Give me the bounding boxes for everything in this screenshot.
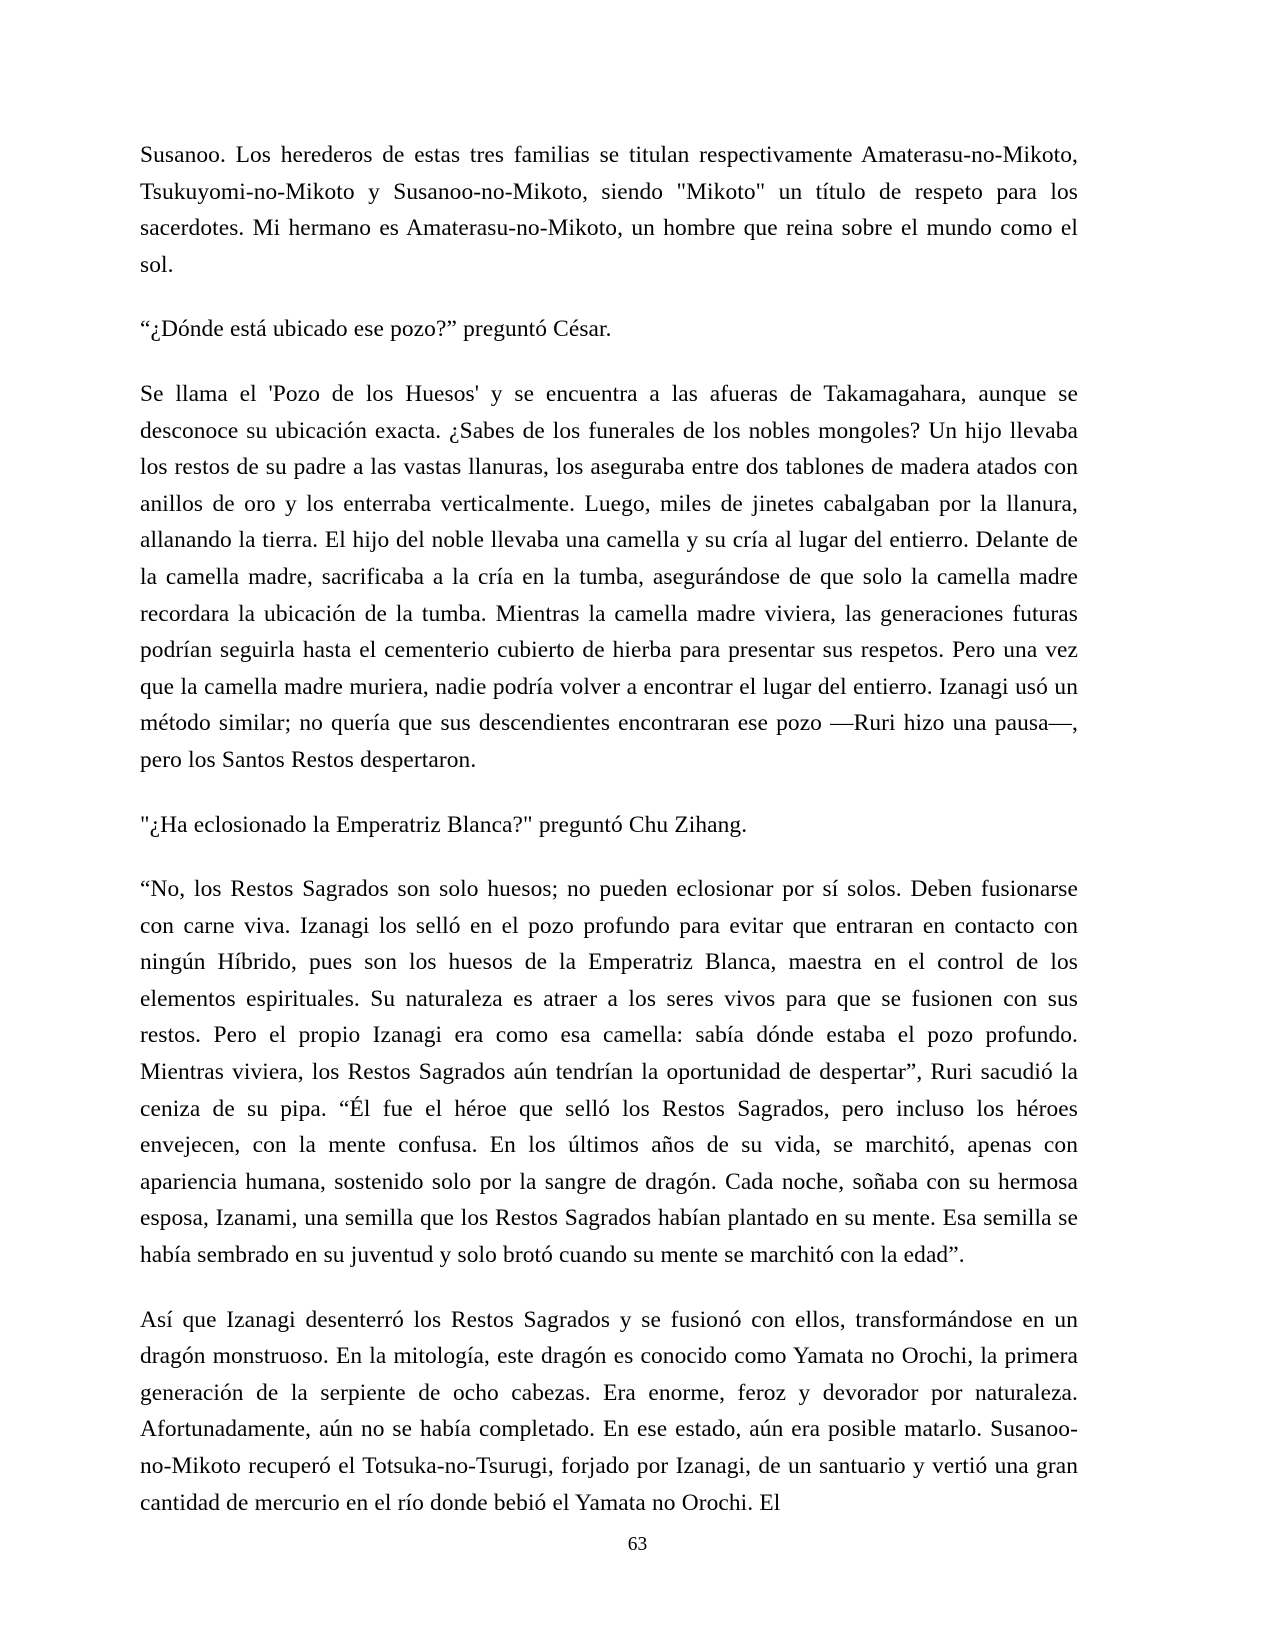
paragraph-6-yamata-no-orochi: Así que Izanagi desenterró los Restos Sagrados y se fusionó con ellos, transformándose en un dragón monstruoso. En la mitología, este dragón es conocido como Yamata no Orochi, la primera generación de la serpiente de ocho cabezas. Era enorme, feroz y devorador por naturaleza. Afortunadamente, aún no se había completado. En ese estado, aún era posible matarlo. Susanoo-no-Mikoto recuperó el Totsuka-no-Tsurugi, forjado por Izanagi, de un santuario y vertió una gran cantidad de mercurio en el río donde bebió el Yamata no Orochi. El	[140, 1306, 1078, 1516]
page-body-text	[140, 137, 1078, 1521]
page-number: 63	[627, 1534, 648, 1555]
paragraph-2-dialogue-cesar: “¿Dónde está ubicado ese pozo?” preguntó César.	[140, 316, 612, 343]
paragraph-3-pozo-de-los-huesos: Se llama el 'Pozo de los Huesos' y se encuentra a las afueras de Takamagahara, aunque se desconoce su ubicación exacta. ¿Sabes de los funerales de los nobles mongoles? Un hijo llevaba los restos de su padre a las vastas llanuras, los aseguraba entre dos tablones de madera atados con anillos de oro y los enterraba verticalmente. Luego, miles de jinetes cabalgaban por la llanura, allanando la tierra. El hijo del noble llevaba una camella y su cría al lugar del entierro. Delante de la camella madre, sacrificaba a la cría en la tumba, asegurándose de que solo la camella madre recordara la ubicación de la tumba. Mientras la camella madre viviera, las generaciones futuras podrían seguirla hasta el cementerio cubierto de hierba para presentar sus respetos. Pero una vez que la camella madre muriera, nadie podría volver a encontrar el lugar del entierro. Izanagi usó un método similar; no quería que sus descendientes encontraran ese pozo —Ruri hizo una pausa—, pero los Santos Restos despertaron.	[140, 380, 1078, 773]
paragraph-4-dialogue-chu-zihang: "¿Ha eclosionado la Emperatriz Blanca?" preguntó Chu Zihang.	[140, 811, 748, 838]
paragraph-1: Susanoo. Los herederos de estas tres familias se titulan respectivamente Amaterasu-no-Mikoto, Tsukuyomi-no-Mikoto y Susanoo-no-Mikoto, siendo "Mikoto" un título de respeto para los sacerdotes. Mi hermano es Amaterasu-no-Mikoto, un hombre que reina sobre el mundo como el sol.	[140, 142, 1078, 278]
paragraph-5-restos-sagrados: “No, los Restos Sagrados son solo huesos; no pueden eclosionar por sí solos. Deben fusionarse con carne viva. Izanagi los selló en el pozo profundo para evitar que entraran en contacto con ningún Híbrido, pues son los huesos de la Emperatriz Blanca, maestra en el control de los elementos espirituales. Su naturaleza es atraer a los seres vivos para que se fusionen con sus restos. Pero el propio Izanagi era como esa camella: sabía dónde estaba el pozo profundo. Mientras viviera, los Restos Sagrados aún tendrían la oportunidad de despertar”, Ruri sacudió la ceniza de su pipa. “Él fue el héroe que selló los Restos Sagrados, pero incluso los héroes envejecen, con la mente confusa. En los últimos años de su vida, se marchitó, apenas con apariencia humana, sostenido solo por la sangre de dragón. Cada noche, soñaba con su hermosa esposa, Izanami, una semilla que los Restos Sagrados habían plantado en su mente. Esa semilla se había sembrado en su juventud y solo brotó cuando su mente se marchitó con la edad”.	[140, 876, 1078, 1269]
